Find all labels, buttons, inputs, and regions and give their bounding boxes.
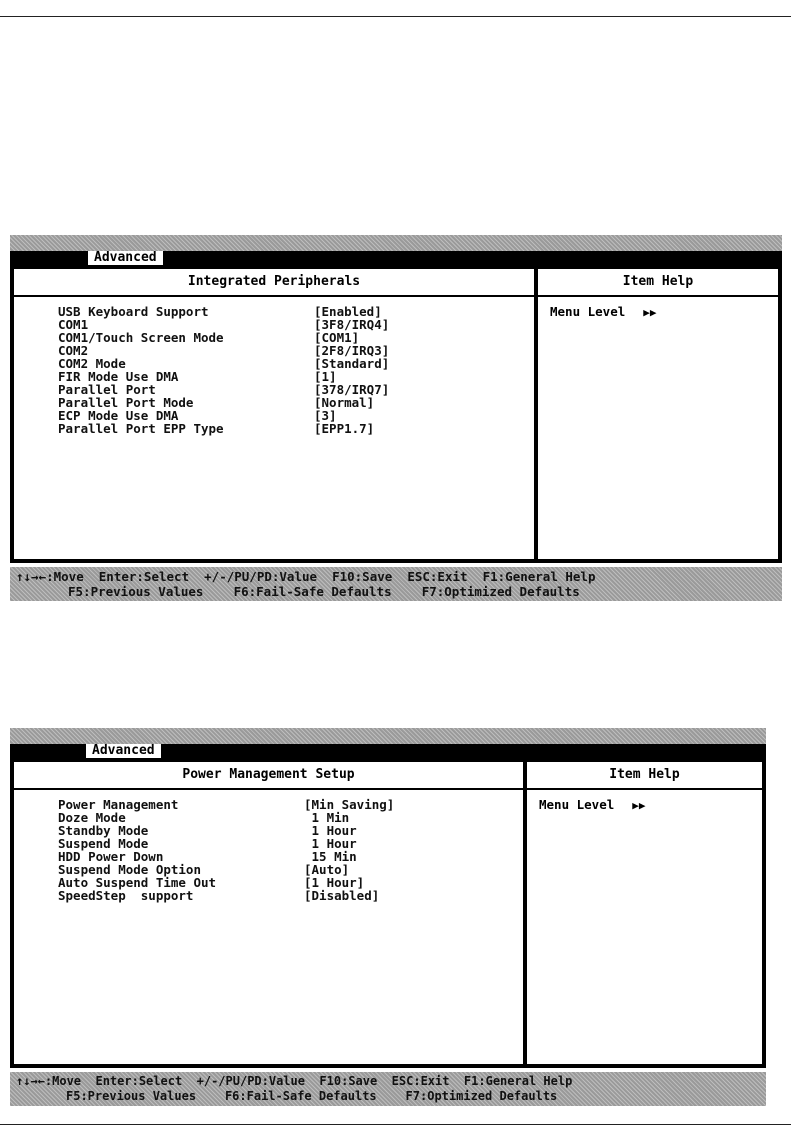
setting-label: COM2 [58,343,89,358]
setting-value[interactable]: [Enabled] [314,304,382,319]
setting-label: Parallel Port [58,382,156,397]
setting-label: Doze Mode [58,810,126,825]
bios-title-bar [10,728,766,744]
settings-list [58,798,508,902]
setting-value: 15 Min [304,849,357,864]
setting-value[interactable]: [EPP1.7] [314,421,375,436]
bottom-rule [0,1124,791,1125]
setting-label: Suspend Mode Option [58,862,201,877]
setting-value[interactable]: [3F8/IRQ4] [314,317,390,332]
setting-value: 1 Hour [304,836,357,851]
double-arrow-icon: ▶▶ [632,799,646,812]
settings-panel [13,268,535,560]
setting-label: Suspend Mode [58,836,149,851]
help-menu-level [550,305,657,319]
bios-menu-bar [10,744,766,758]
setting-label: HDD Power Down [58,849,164,864]
setting-value[interactable]: [3] [314,408,337,423]
setting-value[interactable]: [Disabled] [304,888,380,903]
setting-row-com1-touch-screen-mode[interactable] [58,331,518,344]
setting-label: Parallel Port Mode [58,395,194,410]
setting-row-parallel-port-epp-type[interactable] [58,422,518,435]
setting-value[interactable]: [Standard] [314,356,390,371]
setting-value[interactable]: [COM1] [314,330,360,345]
help-menu-level-label: Menu Level [539,797,615,812]
setting-label: SpeedStep support [58,888,194,903]
settings-panel [13,761,524,1065]
setting-row-com2[interactable] [58,344,518,357]
setting-value[interactable]: [1] [314,369,337,384]
item-help-title: Item Help [527,762,762,790]
setting-value[interactable]: [Min Saving] [304,797,395,812]
bios-main-area [10,265,782,563]
setting-value[interactable]: [378/IRQ7] [314,382,390,397]
bios-menu-bar [10,251,782,265]
setting-value[interactable]: [Normal] [314,395,375,410]
setting-label: COM1 [58,317,89,332]
bios-screen-integrated-peripherals [10,235,782,601]
settings-list [58,305,518,435]
tab-advanced[interactable]: Advanced [86,744,161,758]
setting-label: FIR Mode Use DMA [58,369,179,384]
setting-value[interactable]: [1 Hour] [304,875,365,890]
top-rule [0,16,791,17]
bios-footer [10,1072,766,1106]
item-help-panel [537,268,779,560]
setting-label: Auto Suspend Time Out [58,875,217,890]
setting-row-usb-keyboard-support[interactable] [58,305,518,318]
help-menu-level [539,798,646,812]
footer-keys-line2: F5:Previous Values F6:Fail-Safe Defaults F7:Optimized Defaults [68,584,580,599]
setting-label: Power Management [58,797,179,812]
bios-title-bar [10,235,782,251]
setting-label: USB Keyboard Support [58,304,209,319]
footer-keys-line1: ↑↓→←:Move Enter:Select +/-/PU/PD:Value F10:Save ESC:Exit F1:General Help [16,1074,573,1088]
setting-label: COM1/Touch Screen Mode [58,330,224,345]
panel-title: Integrated Peripherals [14,269,534,297]
setting-label: ECP Mode Use DMA [58,408,179,423]
panel-title: Power Management Setup [14,762,523,790]
footer-keys-line1: ↑↓→←:Move Enter:Select +/-/PU/PD:Value F10:Save ESC:Exit F1:General Help [16,569,596,584]
double-arrow-icon: ▶▶ [643,306,657,319]
setting-label: Parallel Port EPP Type [58,421,224,436]
bios-screen-power-management [10,728,766,1106]
item-help-panel [526,761,763,1065]
footer-keys-line2: F5:Previous Values F6:Fail-Safe Defaults F7:Optimized Defaults [66,1089,558,1103]
setting-value: 1 Hour [304,823,357,838]
help-menu-level-label: Menu Level [550,304,626,319]
setting-value[interactable]: [2F8/IRQ3] [314,343,390,358]
item-help-title: Item Help [538,269,778,297]
bios-footer [10,567,782,601]
setting-label: Standby Mode [58,823,149,838]
setting-value: 1 Min [304,810,350,825]
setting-value[interactable]: [Auto] [304,862,350,877]
setting-row-speedstep-support[interactable] [58,889,508,902]
bios-main-area [10,758,766,1068]
tab-advanced[interactable]: Advanced [88,251,163,265]
setting-label: COM2 Mode [58,356,126,371]
